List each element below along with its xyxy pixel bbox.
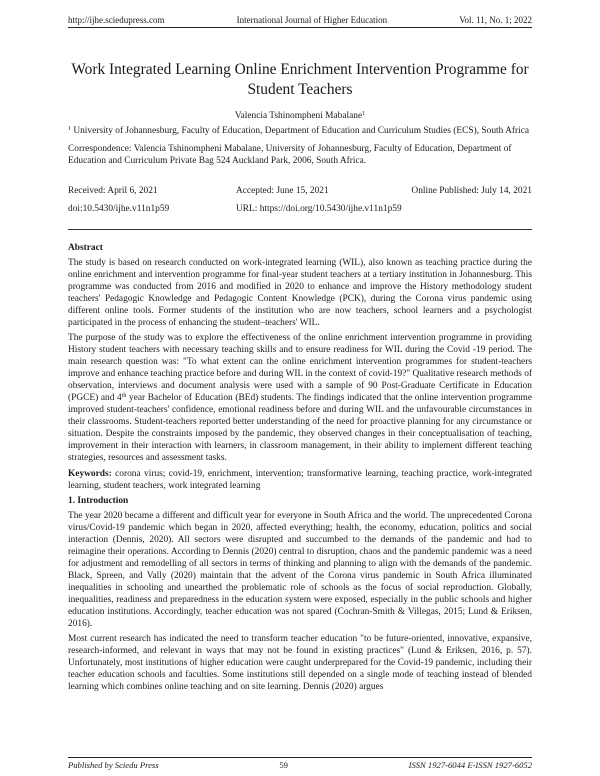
page-number: 59 <box>279 760 288 770</box>
page-footer <box>68 760 532 770</box>
footer-rule <box>68 757 532 758</box>
volume-info: Vol. 11, No. 1; 2022 <box>459 15 532 25</box>
doi: doi:10.5430/ijhe.v11n1p59 <box>68 204 170 214</box>
abstract-p2-part-a: The purpose of the study was to explore the effectiveness of the online enrichment intervention programme in providing History student teachers with necessary teaching skills and to ensure readiness for WIL during the Covid -19 period. The main research question was: "To what extent can the online enrichment intervention programmes for student-teachers improve and enhance teaching practice before and during WIL in the context of covid-19?" Qualitative research methods of observation, interviews and document analysis were used with a sample of 90 Post-Graduate Certificate in Education (PGCE) and 4 <box>68 333 532 403</box>
publisher: Published by Sciedu Press <box>68 760 159 770</box>
ordinal-sup: th <box>121 393 127 399</box>
affiliation-sup: 1 <box>68 126 71 132</box>
running-header <box>68 11 532 25</box>
keywords-text: corona virus; covid-19, enrichment, intervention; transformative learning, teaching practice, work-integrated learning, student teachers, work integrated learning <box>68 469 532 491</box>
header-rule <box>68 27 532 28</box>
affiliation <box>68 125 532 137</box>
intro-heading: 1. Introduction <box>68 496 129 506</box>
published-date: Online Published: July 14, 2021 <box>411 186 532 196</box>
issn: ISSN 1927-6044 E-ISSN 1927-6052 <box>408 760 532 770</box>
section-divider <box>68 229 532 230</box>
doi-url[interactable]: URL: https://doi.org/10.5430/ijhe.v11n1p59 <box>236 204 402 214</box>
intro-paragraph-2: Most current research has indicated the need to transform teacher education "to be future-oriented, innovative, expansive, research-informed, and relevant in ways that may not be found in existing practices" (Lund & Eriksen, 2016, p. 57). Unfortunately, most institutions of higher education were caught underprepared for the Covid-19 pandemic, including their teacher education schools and faculties. Some institutions still depended on a single mode of teaching instead of blended learning which combines online teaching and on site learning. Dennis (2020) argues <box>68 634 532 692</box>
abstract-heading: Abstract <box>68 243 103 253</box>
publication-dates <box>68 185 532 215</box>
correspondence: Correspondence: Valencia Tshinompheni Mabalane, University of Johannesburg, Faculty of Education, Department of Education and Curriculum Private Bag 524 Auckland Park, 2006, South Africa. <box>68 144 512 166</box>
keywords-label: Keywords: <box>68 469 112 479</box>
abstract-paragraph-1: The study is based on research conducted on work-integrated learning (WIL), also known as teaching practice during the online enrichment and intervention programme for final-year student teachers at a tertiary institution in Johannesburg. This programme was conducted from 2016 and modified in 2020 to enhance and improve the History methodology student teachers' Pedagogic Knowledge and Pedagogic Content Knowledge (PCK), during the Corona virus pandemic using different online tools. Former students of the institution who are now teachers, school learners and a psychologist participated in the process of enhancing the student–teachers' WIL. <box>68 258 532 328</box>
affiliation-text: University of Johannesburg, Faculty of Education, Department of Education and Curriculum Studies (ECS), South Africa <box>71 126 530 136</box>
journal-name: International Journal of Higher Education <box>236 15 388 25</box>
abstract-p2-part-b: year Bachelor of Education (BEd) students. The findings indicated that the online intervention programme improved student-teachers' confidence, emotional readiness before and during WIL and the unfavourable circumstances in their classrooms. Student-teachers reported better understanding of the need for proactive planning for any circumstance or situation. Despite the constraints imposed by the pandemic, they observed changes in their conceptualisation of teaching, improvement in their interaction with learners, in classroom management, in their ability to implement different teaching strategies, resources and assessment tasks. <box>68 393 532 463</box>
keywords <box>68 468 532 492</box>
author-sup: 1 <box>362 111 366 117</box>
intro-paragraph-1: The year 2020 became a different and difficult year for everyone in South Africa and the world. The unprecedented Corona virus/Covid-19 pandemic which began in 2020, affected everything; health, the economy, education, politics and social interaction (Dennis, 2020). All sectors were disrupted and succumbed to the demands of the pandemic and had to reimagine their operations. According to Dennis (2020) central to disruption, chaos and the pandemic pandemic was a need for adjustment and remodelling of all sectors in terms of thinking and planning to align with the demands of the pandemic. Black, Spreen, and Vally (2020) maintain that the advent of the Corona virus pandemic in South Africa illuminated inequalities in schooling and unearthed the problematic role of schools as the focus of social reproduction. Globally, inequalities, readiness and preparedness in the education system were exposed, especially in the public schools and higher education institutions. Accordingly, teacher education was not spared (Cochran-Smith & Villegas, 2015; Lund & Eriksen, 2016). <box>68 511 532 629</box>
author-name: Valencia Tshinompheni Mabalane <box>234 111 363 121</box>
paper-title: Work Integrated Learning Online Enrichment Intervention Programme for Student Teachers <box>71 61 529 98</box>
author-line <box>68 110 532 122</box>
accepted-date: Accepted: June 15, 2021 <box>236 186 329 196</box>
paper-body <box>68 60 532 693</box>
journal-url[interactable]: http://ijhe.sciedupress.com <box>68 15 165 25</box>
abstract-paragraph-2 <box>68 332 532 464</box>
received-date: Received: April 6, 2021 <box>68 186 158 196</box>
